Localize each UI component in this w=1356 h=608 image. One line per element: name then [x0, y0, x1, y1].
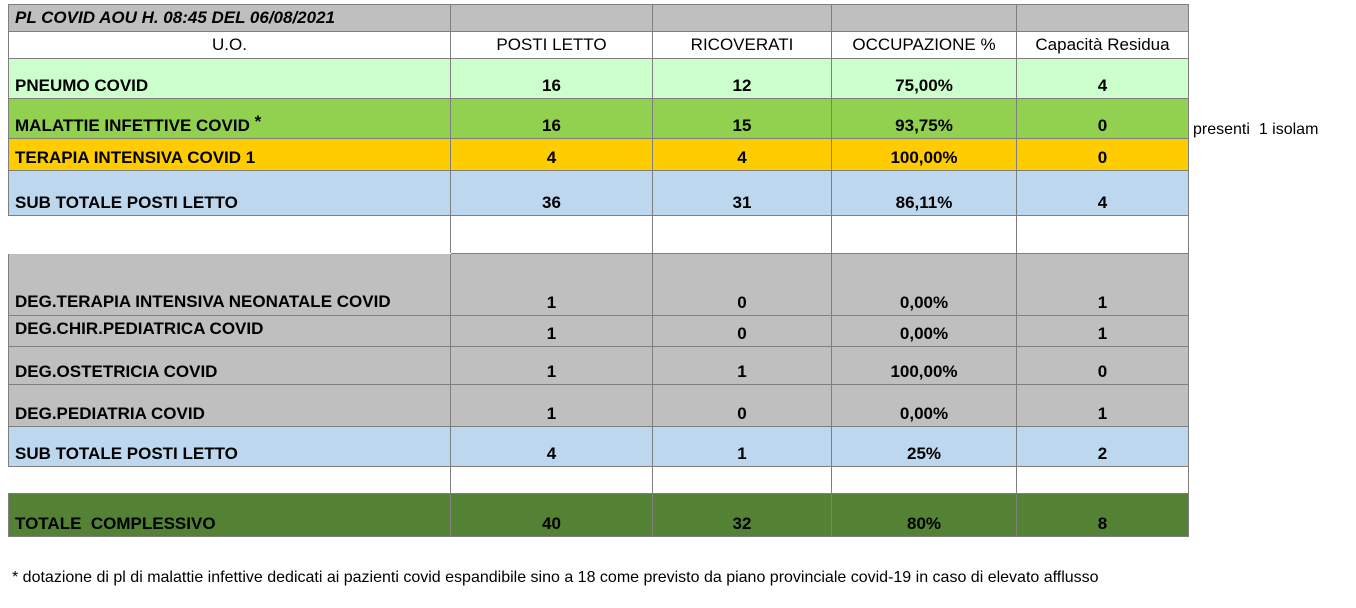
footnote: * dotazione di pl di malattie infettive dedicati ai pazienti covid espandibile sino a 18 come previsto da piano provinciale covid-19 in caso di elevato afflusso [12, 569, 1099, 586]
ricoverati-cell: 15 [653, 99, 832, 139]
col-header-posti-letto: POSTI LETTO [451, 32, 653, 59]
uo-label: MALATTIE INFETTIVE COVID [15, 116, 250, 135]
uo-cell [9, 99, 451, 139]
title-empty-cell [451, 5, 653, 32]
residua-cell: 1 [1017, 316, 1189, 347]
table-row-chir-pediatrica [9, 316, 1189, 347]
ricoverati-cell: 4 [653, 139, 832, 171]
spacer-cell [832, 467, 1017, 494]
occupazione-cell: 86,11% [832, 171, 1017, 216]
occupazione-cell: 80% [832, 494, 1017, 537]
table-row-terapia-intensiva [9, 139, 1189, 171]
occupazione-cell: 25% [832, 427, 1017, 467]
uo-cell: DEG.OSTETRICIA COVID [9, 347, 451, 385]
posti-cell: 4 [451, 427, 653, 467]
uo-cell: SUB TOTALE POSTI LETTO [9, 171, 451, 216]
uo-cell: SUB TOTALE POSTI LETTO [9, 427, 451, 467]
occupazione-cell: 93,75% [832, 99, 1017, 139]
residua-cell: 0 [1017, 139, 1189, 171]
col-header-occupazione: OCCUPAZIONE % [832, 32, 1017, 59]
residua-cell: 8 [1017, 494, 1189, 537]
occupazione-cell: 0,00% [832, 316, 1017, 347]
ricoverati-cell: 0 [653, 316, 832, 347]
uo-cell [9, 494, 451, 537]
covid-beds-table [8, 4, 1189, 537]
footnote-marker: * [254, 112, 262, 131]
spacer-cell [653, 216, 832, 254]
table-row-subtotal-1 [9, 171, 1189, 216]
spacer-row [9, 467, 1189, 494]
spacer-cell [451, 467, 653, 494]
spacer-cell [1017, 216, 1189, 254]
title-empty-cell [653, 5, 832, 32]
posti-cell: 1 [451, 254, 653, 316]
spacer-cell [451, 216, 653, 254]
ricoverati-cell: 0 [653, 385, 832, 427]
uo-cell: PNEUMO COVID [9, 59, 451, 99]
residua-cell: 0 [1017, 347, 1189, 385]
title-row [9, 5, 1189, 32]
posti-cell: 36 [451, 171, 653, 216]
spacer-cell [1017, 467, 1189, 494]
uo-label: TOTALE COMPLESSIVO [15, 514, 216, 533]
uo-cell: TERAPIA INTENSIVA COVID 1 [9, 139, 451, 171]
spacer-cell [832, 216, 1017, 254]
ricoverati-cell: 32 [653, 494, 832, 537]
header-row [9, 32, 1189, 59]
uo-cell: DEG.CHIR.PEDIATRICA COVID [9, 316, 451, 347]
occupazione-cell: 100,00% [832, 347, 1017, 385]
col-header-uo: U.O. [9, 32, 451, 59]
table-row-total [9, 494, 1189, 537]
posti-cell: 40 [451, 494, 653, 537]
title-empty-cell [1017, 5, 1189, 32]
posti-cell: 1 [451, 385, 653, 427]
posti-cell: 4 [451, 139, 653, 171]
occupazione-cell: 75,00% [832, 59, 1017, 99]
occupazione-cell: 100,00% [832, 139, 1017, 171]
posti-cell: 1 [451, 316, 653, 347]
title-empty-cell [832, 5, 1017, 32]
residua-cell: 2 [1017, 427, 1189, 467]
ricoverati-cell: 1 [653, 347, 832, 385]
col-header-ricoverati: RICOVERATI [653, 32, 832, 59]
residua-cell: 1 [1017, 254, 1189, 316]
ricoverati-cell: 1 [653, 427, 832, 467]
spacer-row [9, 216, 1189, 254]
table-row-subtotal-2 [9, 427, 1189, 467]
residua-cell: 4 [1017, 59, 1189, 99]
side-note: presenti 1 isolam [1193, 121, 1319, 138]
occupazione-cell: 0,00% [832, 254, 1017, 316]
col-header-capacita-residua: Capacità Residua [1017, 32, 1189, 59]
residua-cell: 4 [1017, 171, 1189, 216]
posti-cell: 1 [451, 347, 653, 385]
table-row-pediatria [9, 385, 1189, 427]
report-title: PL COVID AOU H. 08:45 DEL 06/08/2021 [9, 5, 451, 32]
posti-cell: 16 [451, 99, 653, 139]
table-row-ostetricia [9, 347, 1189, 385]
ricoverati-cell: 0 [653, 254, 832, 316]
table-row-malattie-infettive [9, 99, 1189, 139]
spacer-cell [9, 467, 451, 494]
ricoverati-cell: 12 [653, 59, 832, 99]
residua-cell: 0 [1017, 99, 1189, 139]
table-row-neonatale [9, 254, 1189, 316]
uo-label: DEG.TERAPIA INTENSIVA NEONATALE COVID [15, 292, 391, 311]
table-row-pneumo [9, 59, 1189, 99]
uo-cell: DEG.PEDIATRIA COVID [9, 385, 451, 427]
spacer-cell [653, 467, 832, 494]
occupazione-cell: 0,00% [832, 385, 1017, 427]
posti-cell: 16 [451, 59, 653, 99]
residua-cell: 1 [1017, 385, 1189, 427]
spacer-cell [9, 216, 451, 254]
uo-cell [9, 254, 451, 316]
ricoverati-cell: 31 [653, 171, 832, 216]
